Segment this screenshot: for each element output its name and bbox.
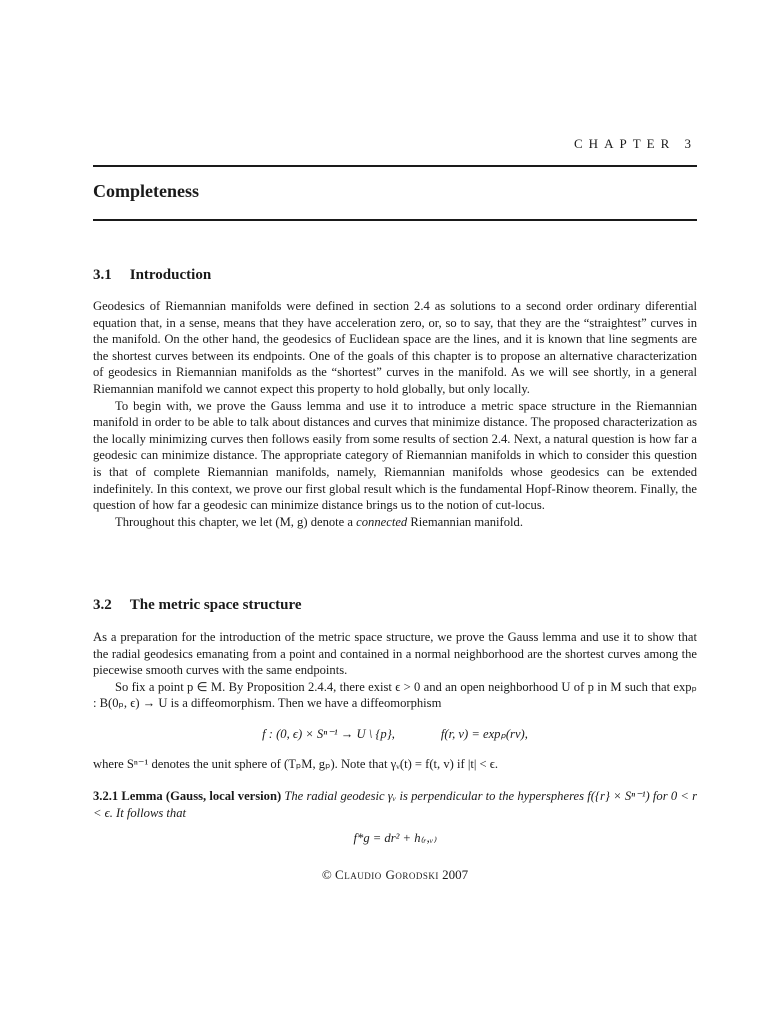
closing-text: Throughout this chapter, we let (M, g) denote a: [115, 514, 357, 529]
section-body-3-2: [93, 629, 697, 712]
section-title: Introduction: [129, 267, 212, 283]
equation-right: f(r, v) = expₚ(rv),: [440, 727, 528, 741]
chapter-title: Completeness: [93, 181, 199, 201]
top-rule: [93, 165, 697, 167]
section-heading-3-1: [93, 267, 211, 284]
lemma-block: [93, 788, 697, 821]
section-number: 3.2: [93, 597, 112, 613]
lemma-body: The radial geodesic γᵥ is perpendicular to the hyperspheres f({r} × Sⁿ⁻¹) for 0 < r < ϵ. It follows that: [93, 789, 697, 820]
closing-text: Riemannian manifold.: [407, 514, 523, 529]
paragraph: where Sⁿ⁻¹ denotes the unit sphere of (TₚM, gₚ). Note that γᵥ(t) = f(t, v) if |t| < ϵ.: [93, 757, 499, 771]
author-name: Claudio Gorodski: [335, 867, 439, 882]
section-heading-3-2: [93, 597, 302, 614]
section-body-3-1: [93, 298, 697, 530]
section-title: The metric space structure: [129, 597, 302, 613]
bottom-rule: [93, 219, 697, 221]
paragraph: So fix a point p ∈ M. By Proposition 2.4.4, there exist ϵ > 0 and an open neighborhood U of p in M such that expₚ : B(0ₚ, ϵ) → U is a diffeomorphism. Then we have a diffeomorphism: [93, 679, 697, 711]
paragraph: As a preparation for the introduction of the metric space structure, we prove the Gauss lemma and use it to show that the radial geodesics emanating from a point and contained in a normal neighborhood are the shortest curves among the piecewise smooth curves with the same endpoints.: [93, 630, 697, 678]
equation-left: f : (0, ϵ) × Sⁿ⁻¹ → U \ {p},: [262, 727, 395, 741]
lemma-equation: f*g = dr² + h₍ᵣ,ᵥ₎: [353, 831, 437, 845]
section-number: 3.1: [93, 267, 112, 283]
emphasis-text: connected: [356, 514, 408, 529]
copyright-symbol: ©: [321, 867, 332, 882]
paragraph-closing: [93, 514, 697, 531]
paragraph: To begin with, we prove the Gauss lemma and use it to introduce a metric space structure in the Riemannian manifold in order to be able to talk about distances and curves that minimize distance. The proposed characterization as the locally minimizing curves then follows easily from some results of section 2.4. Next, a natural question is how far a geodesic can minimize distance. The appropriate category of Riemannian manifolds in which to consider this question is that of complete Riemannian manifolds, namely, Riemannian manifolds whose geodesics can be extended indefinitely. In this context, we prove our first global result which is the fundamental Hopf-Rinow theorem. Finally, the question of how far a geodesic can minimize distance brings us to the notion of cut-locus.: [93, 398, 697, 513]
display-equation: [93, 726, 697, 742]
chapter-label: CHAPTER 3: [574, 136, 697, 151]
copyright-footer: [93, 867, 697, 883]
copyright-year: 2007: [442, 867, 469, 882]
lemma-title: 3.2.1 Lemma (Gauss, local version): [93, 789, 282, 803]
after-equation-text: [93, 756, 697, 773]
paragraph: Geodesics of Riemannian manifolds were defined in section 2.4 as solutions to a second order ordinary diferential equation that, in a sense, means that they have acceleration zero, or, so to say, that they are the “straightest” curves in the manifold. On the other hand, the geodesics of Euclidean space are the lines, and it is known that line segments are the shortest curves between its endpoints. One of the goals of this chapter is to propose an alternative characterization of geodesics in Riemannian manifolds as the “shortest” curves in the manifold. As we will see shortly, in a general Riemannian manifold we cannot expect this property to hold globally, but only locally.: [93, 299, 697, 396]
